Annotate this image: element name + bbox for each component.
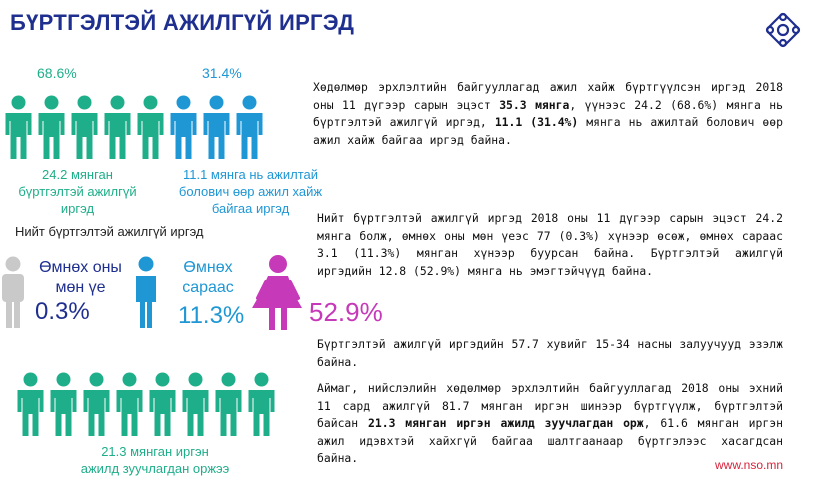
person-icon	[15, 372, 46, 438]
female-icon	[252, 254, 304, 332]
person-icon	[3, 95, 34, 161]
person-icon	[102, 95, 133, 161]
blue-person-icon	[133, 256, 159, 328]
blue-percent: 31.4%	[202, 65, 242, 81]
person-icon	[69, 95, 100, 161]
prev-month-label	[168, 258, 248, 298]
row3-people	[15, 372, 277, 438]
green-caption-line: бүртгэлтэй ажилгүй	[18, 184, 137, 199]
blue-caption-line: 11.1 мянга нь ажилтай	[182, 167, 319, 182]
person-icon	[36, 95, 67, 161]
same-period-label	[28, 258, 133, 298]
paragraph-4	[317, 380, 783, 468]
prev-month-value: 11.3%	[178, 302, 245, 329]
green-caption-line: иргэд	[60, 201, 95, 216]
prev-label-line: сараас	[182, 279, 234, 296]
p4-bold: 21.3 мянган иргэн ажилд зуучлагдан орж	[368, 416, 644, 430]
person-icon	[81, 372, 112, 438]
p4-text: Аймаг, нийслэлийн хөдөлмөр эрхлэлтийн байгууллагад 2018 оны эхний 11 сард ажилгүй 81.7 мянган иргэн шинээр бүртгүүлж, бүртгэлтэй байсан	[317, 381, 783, 430]
person-icon	[213, 372, 244, 438]
person-icon	[246, 372, 277, 438]
blue-caption-line: байгаа иргэд	[211, 201, 290, 216]
p1-text: , үүнээс 24.2 (68.6%) мянга нь бүртгэлтэй ажилгүй иргэд,	[313, 97, 784, 129]
green-caption-line: 24.2 мянган	[42, 167, 113, 182]
green-caption	[0, 166, 155, 217]
person-icon	[147, 372, 178, 438]
paragraph-1	[313, 79, 783, 149]
row3-caption	[40, 443, 270, 477]
row3-caption-line: ажилд зуучлагдан оржээ	[80, 461, 230, 476]
person-icon	[201, 95, 232, 161]
p4-text: , 61.6 мянган иргэн ажил идэвхтэй хайхгүй байгаа шалтгаанаар бүртгэлээс хасагдсан байна.	[317, 416, 783, 465]
blue-caption-line: болович өөр ажил хайж	[178, 184, 323, 199]
row3-caption-line: 21.3 мянган иргэн	[101, 444, 209, 459]
paragraph-3: Бүртгэлтэй ажилгүй иргэдийн 57.7 хувийг 15-34 насны залуучууд эзэлж байна.	[317, 337, 783, 369]
same-label-line: Өмнөх оны	[39, 259, 122, 276]
blue-caption	[168, 166, 333, 217]
p1-text: мянга нь ажилтай болович өөр ажил хайж байгаа иргэд байна.	[313, 115, 783, 147]
grey-person-icon	[0, 256, 26, 328]
p1-bold: 35.3 мянга	[499, 97, 570, 112]
person-icon	[48, 372, 79, 438]
same-label-line: мөн үе	[55, 279, 106, 296]
section2-heading: Нийт бүртгэлтэй ажилгүй иргэд	[15, 224, 204, 239]
person-icon	[114, 372, 145, 438]
person-icon	[180, 372, 211, 438]
page-title: БҮРТГЭЛТЭЙ АЖИЛГҮЙ ИРГЭД	[10, 10, 355, 35]
person-icon	[168, 95, 199, 161]
p1-text: Хөдөлмөр эрхлэлтийн байгууллагад ажил хайж бүртгүүлсэн иргэд 2018 оны 11 дүгээр сарын эцэст	[313, 80, 783, 112]
nso-logo-icon	[765, 12, 801, 48]
paragraph-2: Нийт бүртгэлтэй ажилгүй иргэд 2018 оны 11 дүгээр сарын эцэст 24.2 мянга болж, өмнөх оны мөн үеэс 77 (0.3%) хүнээр өсөж, өмнөх сараас 3.1 (11.3%) мянган хүнээр буурсан байна. Бүртгэлтэй ажилгүй иргэдийн 12.8 (52.9%) мянга нь эмэгтэйчүүд байна.	[317, 211, 783, 278]
prev-label-line: Өмнөх	[183, 259, 233, 276]
green-percent: 68.6%	[37, 65, 77, 81]
person-icon	[234, 95, 265, 161]
row1-people	[3, 95, 265, 161]
source-url: www.nso.mn	[715, 458, 784, 472]
same-period-value: 0.3%	[35, 298, 90, 325]
p1-bold: 11.1 (31.4%)	[494, 115, 579, 129]
female-value: 52.9%	[309, 297, 383, 327]
person-icon	[135, 95, 166, 161]
